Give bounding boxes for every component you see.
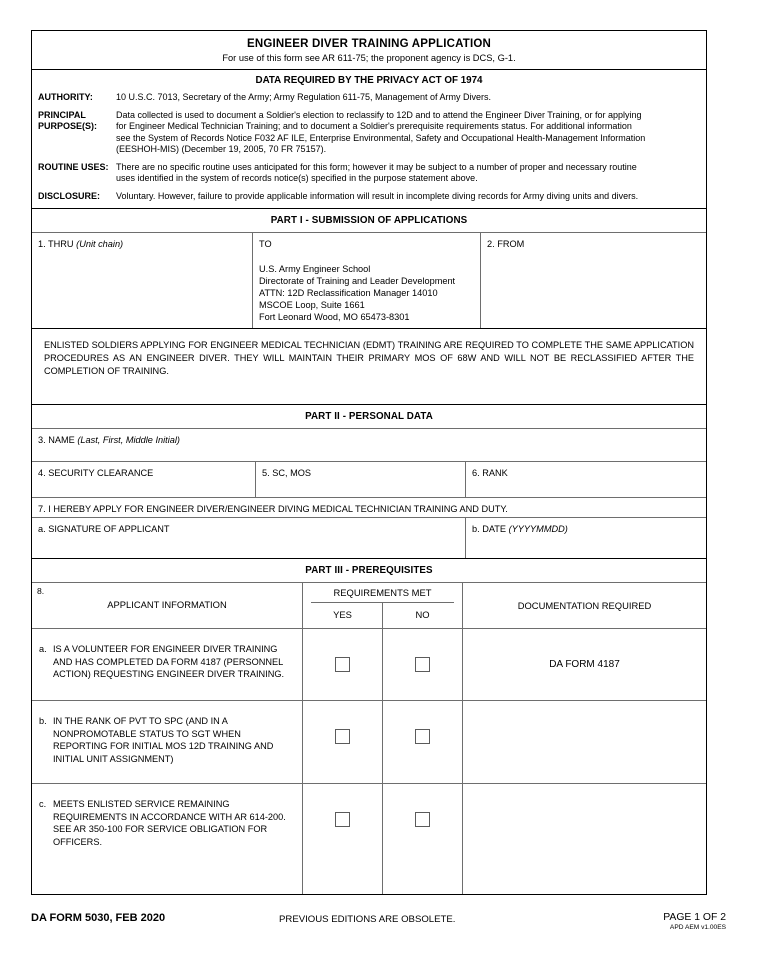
row-b-documentation — [463, 701, 706, 783]
signature-label: a. SIGNATURE OF APPLICANT — [38, 524, 170, 534]
part1-fields-row — [32, 233, 706, 329]
row-c-no-cell[interactable] — [383, 784, 463, 894]
edmt-notice-paragraph: ENLISTED SOLDIERS APPLYING FOR ENGINEER MEDICAL TECHNICIAN (EDMT) TRAINING ARE REQUIRED TO COMPLETE THE SAME APPLICATION PROCEDURES AS AN ENGINEER DIVER. THEY WILL MAINTAIN THEIR PRIMARY MOS OF 68W AND WILL NOT BE RECLASSIFIED AFTER THE COMPLETION OF TRAINING. — [32, 329, 706, 405]
rank-label: 6. RANK — [472, 468, 508, 478]
footer-page-number: PAGE 1 OF 2 — [663, 912, 726, 923]
routine-line-1: There are no specific routine uses anticipated for this form; however it may be subject to a number of proper and necessary routine — [116, 161, 637, 172]
authority-label: AUTHORITY: — [38, 92, 93, 102]
table-row — [32, 783, 706, 894]
col-header-applicant-information — [32, 583, 303, 628]
name-label — [38, 434, 700, 446]
col-header-yes-no — [303, 603, 462, 628]
to-address — [259, 263, 474, 323]
col-header-requirements-met — [303, 583, 463, 628]
thru-label-hint: (Unit chain) — [76, 239, 124, 249]
privacy-routine-row — [38, 162, 700, 185]
name-label-hint: (Last, First, Middle Initial) — [77, 435, 180, 445]
to-address-line-5: Fort Leonard Wood, MO 65473-8301 — [259, 312, 410, 322]
privacy-principal-row — [38, 110, 700, 156]
part2-signature-row — [32, 518, 706, 559]
name-label-text: 3. NAME — [38, 435, 75, 445]
to-address-line-3: ATTN: 12D Reclassification Manager 14010 — [259, 288, 438, 298]
form-subtitle: For use of this form see AR 611-75; the proponent agency is DCS, G-1. — [222, 53, 516, 63]
routine-line-2: uses identified in the system of records notice(s) specified in the purpose statement above. — [116, 173, 478, 183]
row-c-documentation — [463, 784, 706, 894]
row-a-information — [32, 629, 303, 700]
field-to — [253, 233, 481, 328]
field-from[interactable] — [481, 233, 706, 328]
privacy-authority-row — [38, 92, 700, 104]
principal-line-1: Data collected is used to document a Soldier's election to reclassify to 12D and to attend the Engineer Diver Training, or for applying — [116, 109, 642, 120]
field-thru[interactable] — [32, 233, 253, 328]
row-b-text: IN THE RANK OF PVT TO SPC (AND IN A NONPROMOTABLE STATUS TO SGT WHEN REPORTING FOR INITIAL MOS 12D TRAINING AND INITIAL UNIT ASSIGNMENT) — [53, 716, 274, 764]
privacy-disclosure-row — [38, 191, 700, 203]
apply-statement-label: 7. I HEREBY APPLY FOR ENGINEER DIVER/ENGINEER DIVING MEDICAL TECHNICIAN TRAINING AND DUTY. — [38, 504, 508, 514]
field-rank[interactable] — [466, 462, 706, 497]
principal-line-2: for Engineer Medical Technician Training; and to document a Soldier's prerequisite requirements status. For additional information — [116, 121, 632, 131]
disclosure-label: DISCLOSURE: — [38, 190, 101, 201]
part1-banner: PART I - SUBMISSION OF APPLICATIONS — [32, 209, 706, 233]
row-c-yes-checkbox[interactable] — [335, 812, 350, 827]
privacy-act-section — [32, 70, 706, 209]
field-date[interactable] — [466, 518, 706, 558]
row-b-letter: b. — [39, 716, 47, 726]
principal-purpose-label — [38, 110, 116, 156]
prerequisites-table-header — [32, 583, 706, 628]
row-b-no-cell[interactable] — [383, 701, 463, 783]
col-header-documentation-required: DOCUMENTATION REQUIRED — [517, 600, 652, 611]
row-a-yes-checkbox[interactable] — [335, 657, 350, 672]
principal-line-3: see the System of Records Notice F032 AF ILE, Enterprise Environmental, Safety and Occupational Health-Management Information — [116, 132, 646, 143]
to-address-line-4: MSCOE Loop, Suite 1661 — [259, 300, 365, 310]
prerequisites-table — [32, 583, 706, 894]
row-c-no-checkbox[interactable] — [415, 812, 430, 827]
principal-purpose-label-line2: PURPOSE(S): — [38, 121, 98, 131]
field-sc-mos[interactable] — [256, 462, 466, 497]
col-header-requirements-met-label: REQUIREMENTS MET — [311, 583, 454, 603]
to-label: TO — [259, 239, 272, 249]
thru-label-text: 1. THRU — [38, 239, 74, 249]
col-header-applicant-information-label: APPLICANT INFORMATION — [107, 599, 227, 610]
row-b-yes-cell[interactable] — [303, 701, 383, 783]
item-number-8: 8. — [37, 586, 45, 596]
row-a-yes-cell[interactable] — [303, 629, 383, 700]
row-a-letter: a. — [39, 644, 47, 654]
form-footer — [31, 912, 747, 942]
routine-uses-text — [116, 162, 700, 185]
form-frame — [31, 30, 707, 895]
to-address-line-2: Directorate of Training and Leader Development — [259, 276, 456, 286]
security-clearance-label: 4. SECURITY CLEARANCE — [38, 468, 154, 478]
field-signature[interactable] — [32, 518, 466, 558]
row-a-no-checkbox[interactable] — [415, 657, 430, 672]
field-name[interactable] — [32, 429, 706, 462]
date-label — [472, 523, 700, 535]
form-title-block — [32, 31, 706, 70]
row-b-information — [32, 701, 303, 783]
disclosure-text: Voluntary. However, failure to provide applicable information will result in incomplete diving records for Army diving units and divers. — [116, 190, 639, 201]
footer-previous-editions: PREVIOUS EDITIONS ARE OBSOLETE. — [279, 914, 456, 925]
date-label-hint: (YYYYMMDD) — [508, 524, 568, 534]
row-c-information — [32, 784, 303, 894]
part2-banner: PART II - PERSONAL DATA — [32, 405, 706, 429]
table-row — [32, 700, 706, 783]
sc-mos-label: 5. SC, MOS — [262, 468, 312, 478]
field-security-clearance[interactable] — [32, 462, 256, 497]
thru-label — [38, 238, 246, 250]
footer-page-info — [663, 912, 726, 931]
principal-purpose-label-line1: PRINCIPAL — [38, 109, 86, 120]
row-a-documentation: DA FORM 4187 — [549, 659, 620, 670]
apply-statement — [32, 498, 706, 518]
authority-text: 10 U.S.C. 7013, Secretary of the Army; Army Regulation 611-75, Management of Army Divers. — [116, 92, 492, 102]
col-header-no: NO — [415, 609, 430, 620]
form-title: ENGINEER DIVER TRAINING APPLICATION — [246, 38, 492, 50]
row-b-no-checkbox[interactable] — [415, 729, 430, 744]
part3-banner: PART III - PREREQUISITES — [32, 559, 706, 583]
row-c-letter: c. — [39, 799, 47, 809]
privacy-act-heading: DATA REQUIRED BY THE PRIVACY ACT OF 1974 — [255, 75, 483, 86]
col-header-yes: YES — [303, 603, 383, 628]
principal-purpose-text — [116, 110, 700, 156]
to-address-line-1: U.S. Army Engineer School — [259, 264, 371, 274]
routine-uses-label: ROUTINE USES: — [38, 161, 109, 172]
row-c-text: MEETS ENLISTED SERVICE REMAINING REQUIREMENTS IN ACCORDANCE WITH AR 614-200. SEE AR 350-100 FOR SERVICE OBLIGATION FOR OFFICERS. — [53, 799, 286, 847]
row-a-no-cell[interactable] — [383, 629, 463, 700]
footer-apd-version: APD AEM v1.00ES — [669, 924, 726, 931]
date-label-text: b. DATE — [472, 524, 507, 534]
part2-clearance-row — [32, 462, 706, 498]
from-label: 2. FROM — [487, 239, 525, 249]
row-a-text: IS A VOLUNTEER FOR ENGINEER DIVER TRAINING AND HAS COMPLETED DA FORM 4187 (PERSONNEL ACTION) REQUESTING ENGINEER DIVER TRAINING. — [53, 644, 285, 679]
principal-line-4: (EESHOH-MIS) (December 19, 2005, 70 FR 75157). — [116, 144, 327, 154]
table-row — [32, 628, 706, 700]
row-b-yes-checkbox[interactable] — [335, 729, 350, 744]
row-c-yes-cell[interactable] — [303, 784, 383, 894]
footer-form-id: DA FORM 5030, FEB 2020 — [31, 912, 166, 924]
